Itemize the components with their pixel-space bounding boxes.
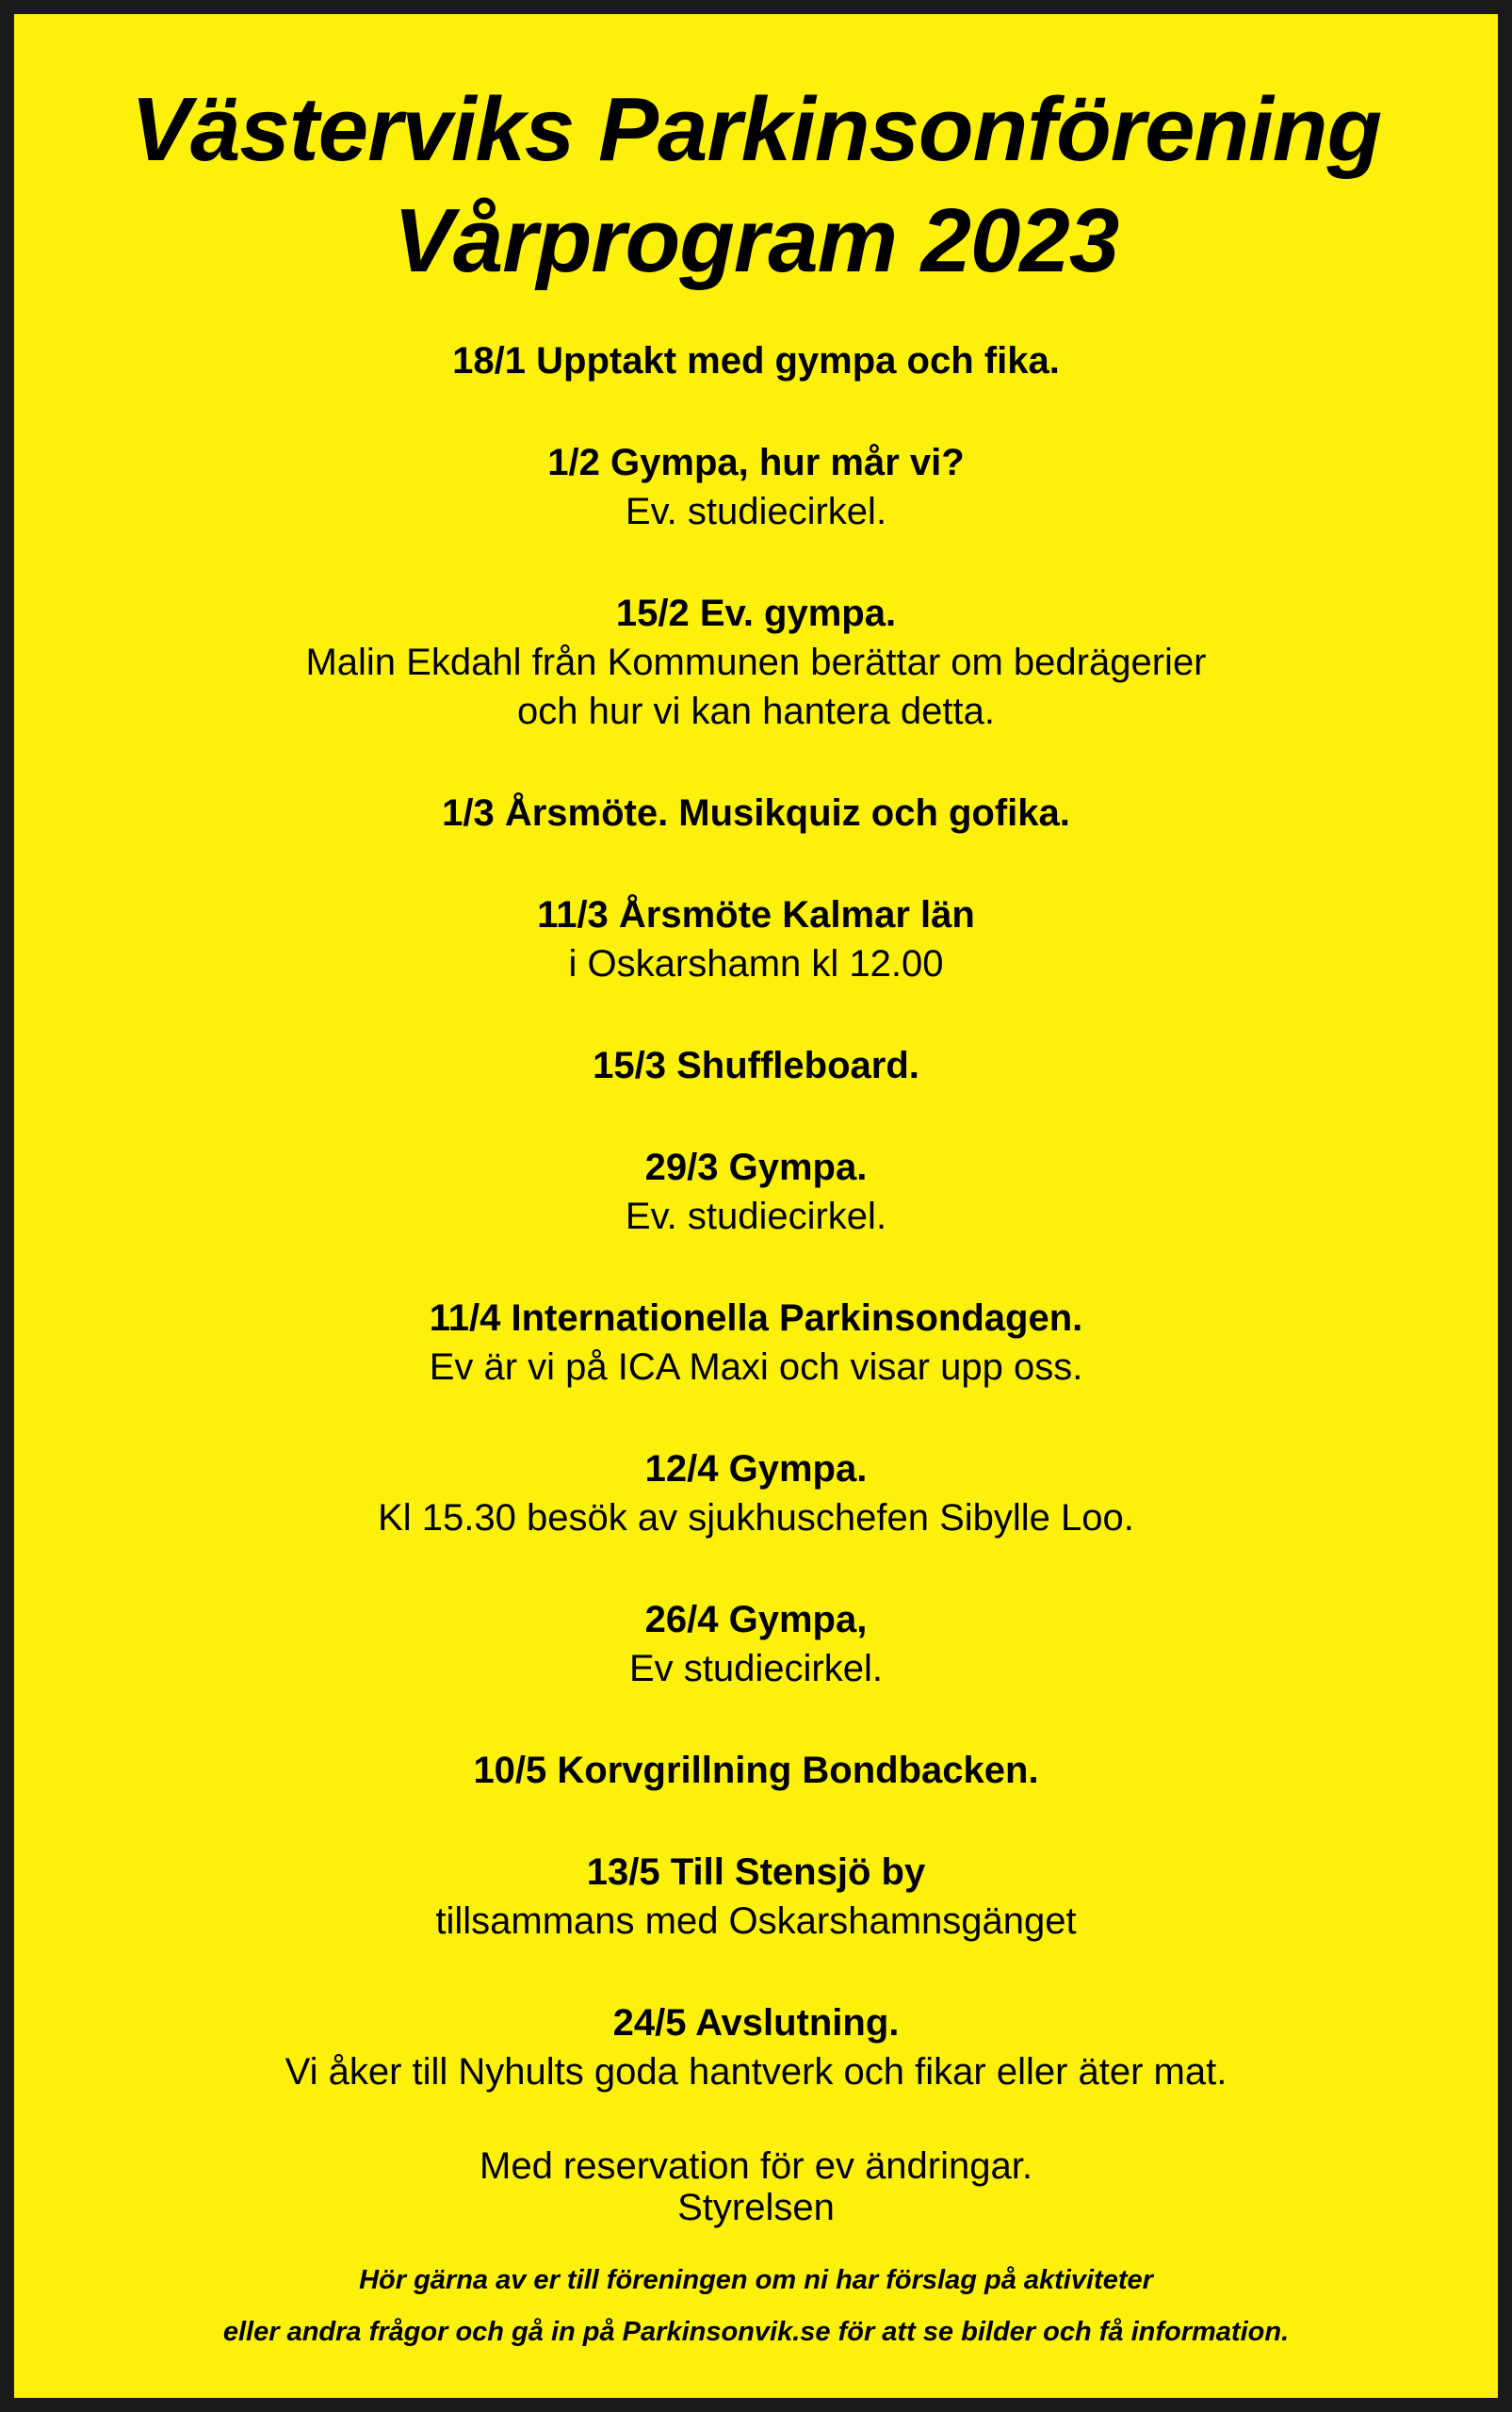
event-heading: 15/2 Ev. gympa. <box>615 593 897 634</box>
event-description: Vi åker till Nyhults goda hantverk och fikar eller äter mat. <box>285 2051 1227 2093</box>
event-heading: 13/5 Till Stensjö by <box>586 1851 926 1893</box>
event-item <box>14 1041 1498 1090</box>
event-description: i Oskarshamn kl 12.00 <box>568 943 944 985</box>
event-item <box>14 336 1498 385</box>
event-item <box>14 1998 1498 2096</box>
event-item <box>14 438 1498 536</box>
event-heading: 1/3 Årsmöte. Musikquiz och gofika. <box>442 792 1070 834</box>
event-item <box>14 1143 1498 1241</box>
event-heading: 11/3 Årsmöte Kalmar län <box>537 894 975 936</box>
signature: Styrelsen <box>677 2187 835 2228</box>
poster-title <box>14 14 1498 297</box>
event-item <box>14 1595 1498 1693</box>
reservation-note <box>14 2145 1498 2228</box>
title-line-2: Vårprogram 2023 <box>393 190 1119 291</box>
event-description: Ev är vi på ICA Maxi och visar upp oss. <box>429 1346 1083 1388</box>
event-description: Kl 15.30 besök av sjukhuschefen Sibylle Loo. <box>378 1497 1134 1539</box>
event-item <box>14 1444 1498 1542</box>
footer-line-1: Hör gärna av er till föreningen om ni har förslag på aktiviteter <box>359 2265 1153 2295</box>
event-item <box>14 1848 1498 1946</box>
event-heading: 1/2 Gympa, hur mår vi? <box>547 442 965 483</box>
event-heading: 11/4 Internationella Parkinsondagen. <box>429 1297 1083 1339</box>
event-heading: 24/5 Avslutning. <box>612 2002 900 2044</box>
event-description: Malin Ekdahl från Kommunen berättar om bedrägerier <box>305 642 1207 683</box>
event-description: Ev. studiecirkel. <box>625 491 887 532</box>
footer-line-2: eller andra frågor och gå in på Parkinsonvik.se för att se bilder och få information. <box>222 2317 1290 2347</box>
event-item <box>14 789 1498 838</box>
title-line-1: Västerviks Parkinsonförening <box>130 79 1382 180</box>
event-heading: 18/1 Upptakt med gympa och fika. <box>452 340 1060 382</box>
event-heading: 12/4 Gympa. <box>644 1448 868 1490</box>
event-heading: 26/4 Gympa, <box>644 1599 868 1640</box>
event-description: och hur vi kan hantera detta. <box>517 691 995 732</box>
event-description: Ev studiecirkel. <box>629 1648 883 1689</box>
event-item <box>14 890 1498 988</box>
event-heading: 29/3 Gympa. <box>644 1147 868 1188</box>
event-heading: 15/3 Shuffleboard. <box>593 1045 919 1086</box>
event-item <box>14 1294 1498 1392</box>
event-list <box>14 336 1498 2096</box>
event-item <box>14 1746 1498 1795</box>
note-line: Med reservation för ev ändringar. <box>480 2145 1032 2187</box>
footer-info <box>14 2255 1498 2358</box>
event-description: Ev. studiecirkel. <box>625 1196 887 1237</box>
event-description: tillsammans med Oskarshamnsgänget <box>435 1900 1077 1942</box>
event-item <box>14 589 1498 736</box>
event-heading: 10/5 Korvgrillning Bondbacken. <box>473 1750 1039 1791</box>
